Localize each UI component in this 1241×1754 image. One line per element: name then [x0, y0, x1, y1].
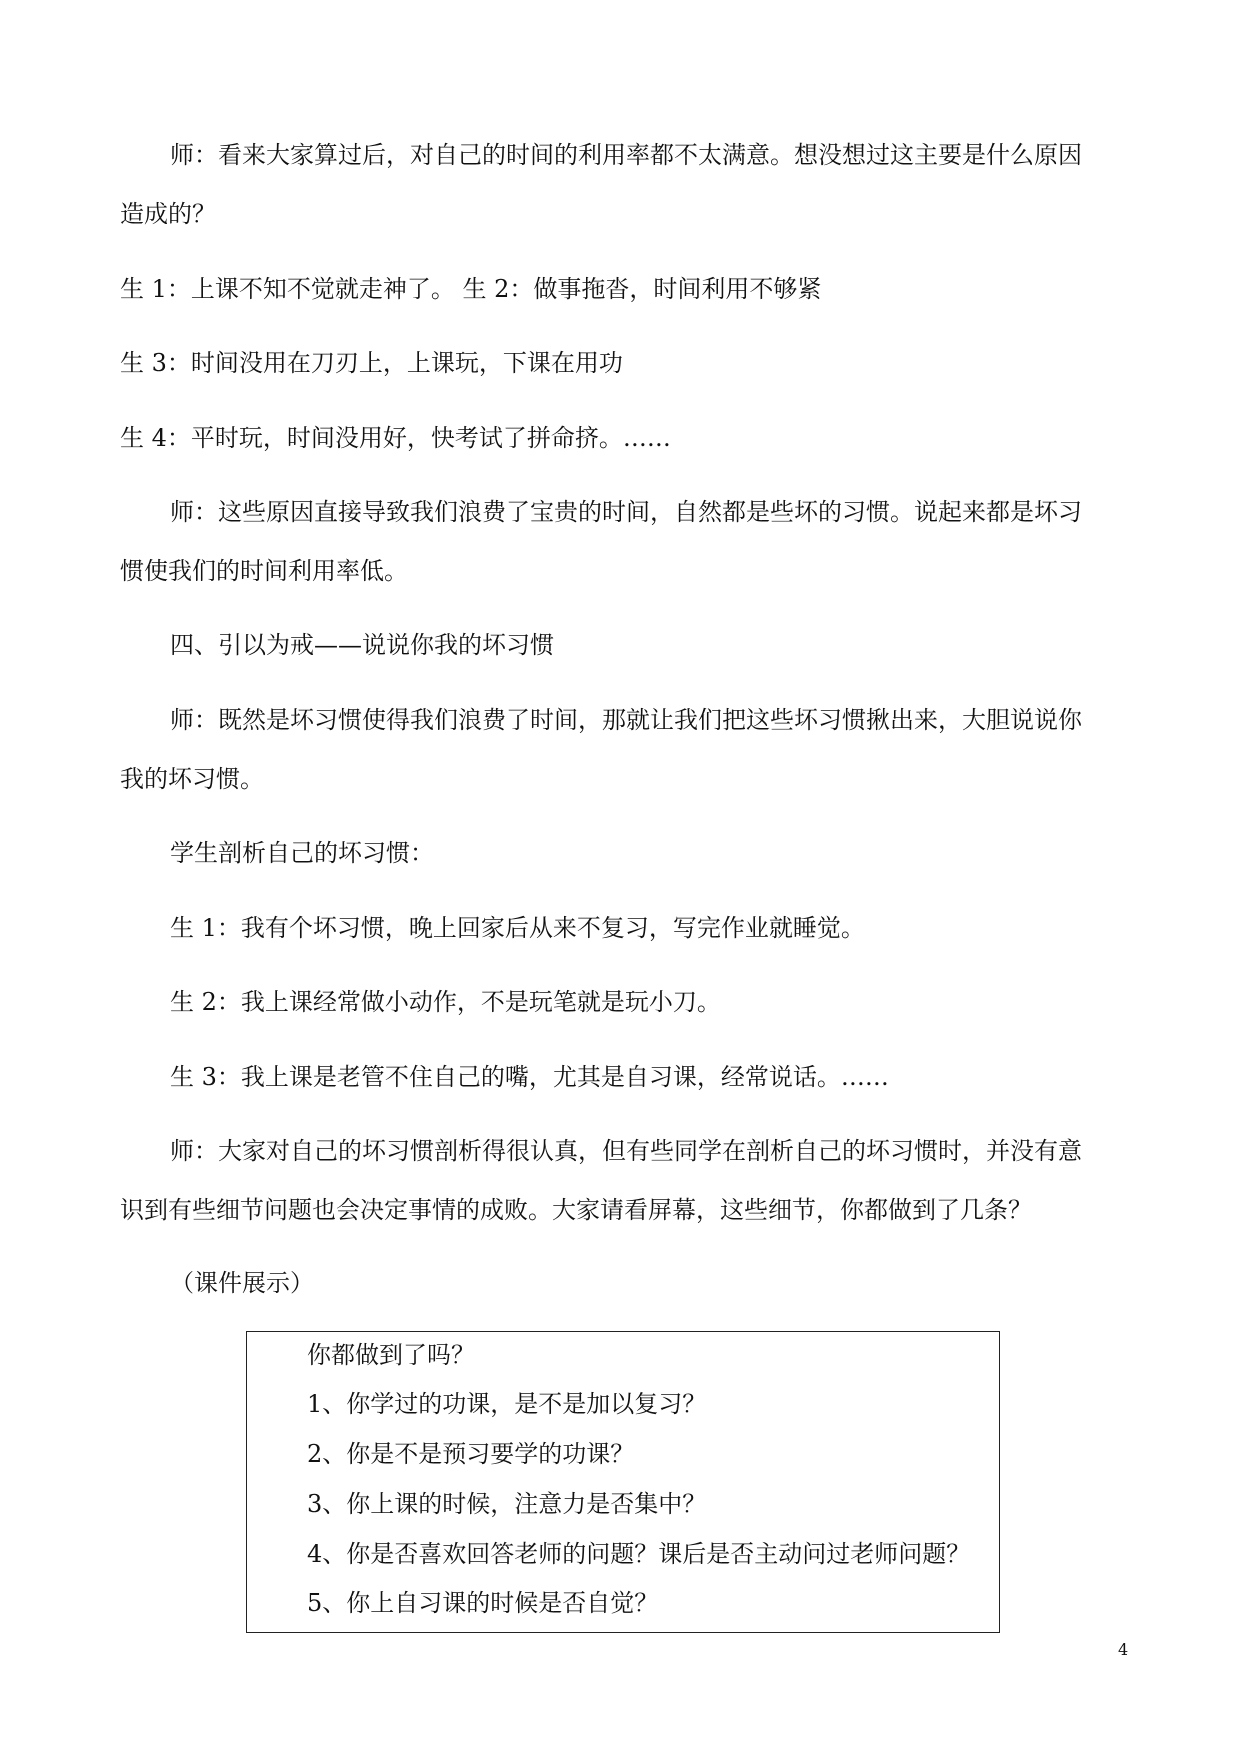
paragraph-line: 生 1：我有个坏习惯，晚上回家后从来不复习，写完作业就睡觉。	[170, 914, 865, 942]
paragraph-line: 师：既然是坏习惯使得我们浪费了时间，那就让我们把这些坏习惯揪出来，大胆说说你	[170, 706, 1082, 734]
paragraph-line: （课件展示）	[170, 1269, 314, 1297]
paragraph-line: 学生剖析自己的坏习惯：	[170, 839, 434, 867]
paragraph-line: 生 3：时间没用在刀刃上，上课玩，下课在用功	[120, 349, 623, 377]
box-item: 1、你学过的功课，是不是加以复习？	[307, 1390, 707, 1418]
paragraph-line: 师：大家对自己的坏习惯剖析得很认真，但有些同学在剖析自己的坏习惯时，并没有意	[170, 1137, 1082, 1165]
paragraph-line: 生 4：平时玩，时间没用好，快考试了拼命挤。……	[120, 424, 671, 452]
paragraph-line: 师：这些原因直接导致我们浪费了宝贵的时间，自然都是些坏的习惯。说起来都是坏习	[170, 498, 1082, 526]
box-item: 2、你是不是预习要学的功课？	[307, 1440, 635, 1468]
paragraph-line: 我的坏习惯。	[120, 765, 264, 793]
box-item: 3、你上课的时候，注意力是否集中？	[307, 1490, 707, 1518]
box-item: 5、你上自习课的时候是否自觉？	[307, 1589, 659, 1617]
paragraph-line: 造成的？	[120, 200, 216, 228]
courseware-box	[246, 1331, 1000, 1633]
page-number: 4	[1118, 1640, 1129, 1659]
paragraph-line: 师：看来大家算过后，对自己的时间的利用率都不太满意。想没想过这主要是什么原因	[170, 141, 1082, 169]
paragraph-line: 识到有些细节问题也会决定事情的成败。大家请看屏幕，这些细节，你都做到了几条？	[120, 1196, 1032, 1224]
paragraph-line: 惯使我们的时间利用率低。	[120, 557, 408, 585]
paragraph-line: 生 2：我上课经常做小动作，不是玩笔就是玩小刀。	[170, 988, 721, 1016]
paragraph-line: 生 1：上课不知不觉就走神了。 生 2：做事拖沓，时间利用不够紧	[120, 275, 822, 303]
box-title: 你都做到了吗？	[307, 1341, 475, 1369]
section-heading: 四、引以为戒——说说你我的坏习惯	[170, 631, 554, 659]
box-item: 4、你是否喜欢回答老师的问题？课后是否主动问过老师问题？	[307, 1540, 971, 1568]
paragraph-line: 生 3：我上课是老管不住自己的嘴，尤其是自习课，经常说话。……	[170, 1063, 889, 1091]
